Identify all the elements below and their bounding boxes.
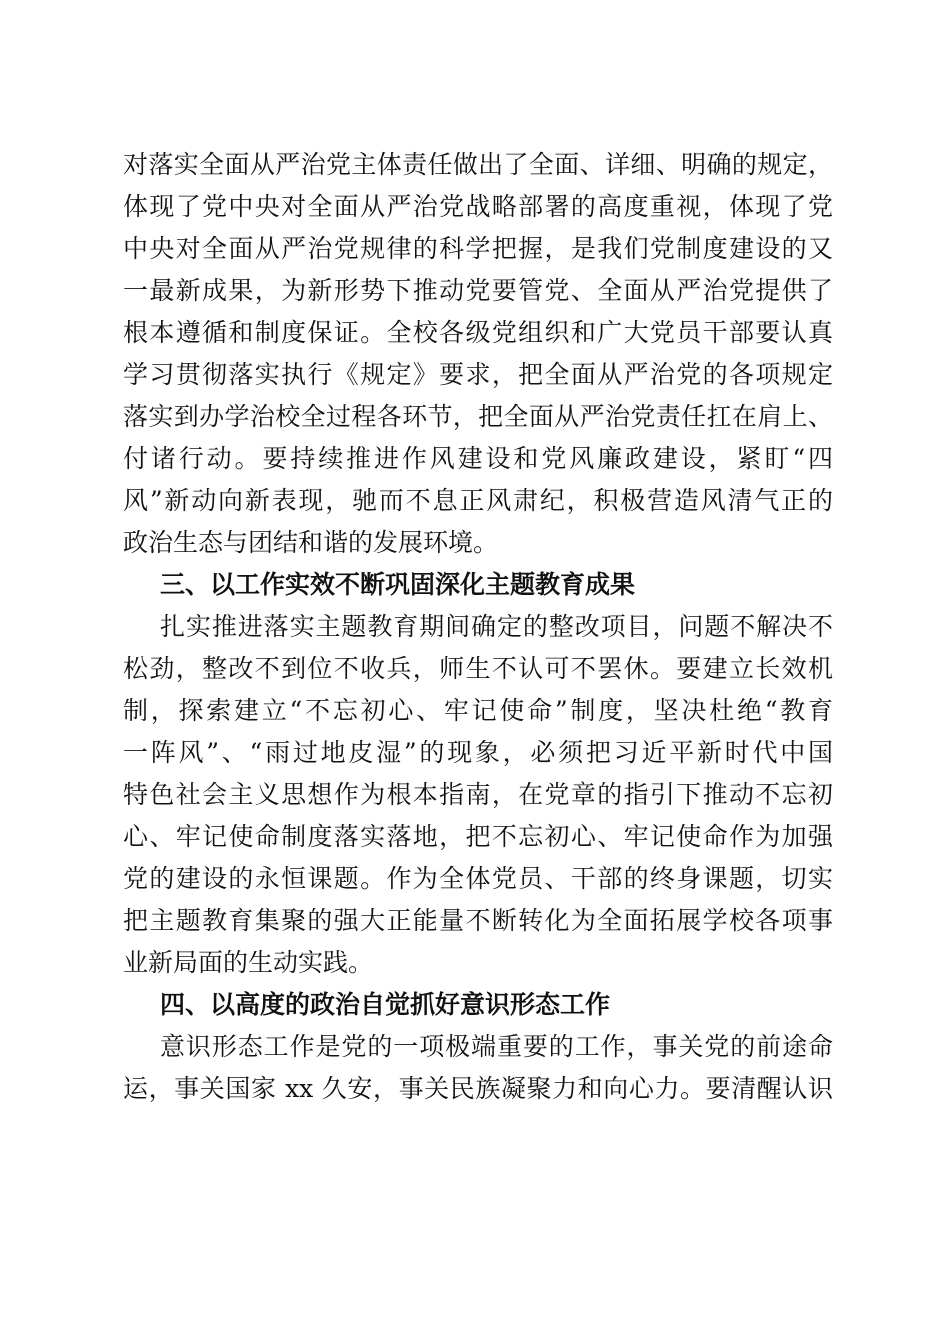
section-four-heading: 四、以高度的政治自觉抓好意识形态工作 bbox=[160, 990, 611, 1019]
text-line: 根本遵循和制度保证。全校各级党组织和广大党员干部要认真 bbox=[123, 318, 833, 347]
text-line: 心、牢记使命制度落实落地，把不忘初心、牢记使命作为加强 bbox=[123, 822, 833, 851]
text-line: 体现了党中央对全面从严治党战略部署的高度重视，体现了党 bbox=[123, 192, 833, 221]
text-line: 学习贯彻落实执行《规定》要求，把全面从严治党的各项规定 bbox=[123, 360, 833, 389]
text-line: 运，事关国家 xx 久安，事关民族凝聚力和向心力。要清醒认识 bbox=[123, 1074, 833, 1103]
text-line: 中央对全面从严治党规律的科学把握，是我们党制度建设的又 bbox=[123, 234, 833, 263]
text-line: 党的建设的永恒课题。作为全体党员、干部的终身课题，切实 bbox=[123, 864, 833, 893]
text-line: 松劲，整改不到位不收兵，师生不认可不罢休。要建立长效机 bbox=[123, 654, 833, 683]
section-three-heading: 三、以工作实效不断巩固深化主题教育成果 bbox=[160, 570, 636, 599]
text-line: 制，探索建立“不忘初心、牢记使命”制度，坚决杜绝“教育 bbox=[123, 696, 833, 725]
text-line: 意识形态工作是党的一项极端重要的工作，事关党的前途命 bbox=[160, 1032, 833, 1061]
text-line: 付诸行动。要持续推进作风建设和党风廉政建设，紧盯“四 bbox=[123, 444, 833, 473]
text-line: 把主题教育集聚的强大正能量不断转化为全面拓展学校各项事 bbox=[123, 906, 833, 935]
text-line: 业新局面的生动实践。 bbox=[123, 948, 374, 977]
text-line: 对落实全面从严治党主体责任做出了全面、详细、明确的规定， bbox=[123, 150, 833, 179]
text-line: 落实到办学治校全过程各环节，把全面从严治党责任扛在肩上、 bbox=[123, 402, 833, 431]
text-line: 特色社会主义思想作为根本指南，在党章的指引下推动不忘初 bbox=[123, 780, 833, 809]
text-line: 政治生态与团结和谐的发展环境。 bbox=[123, 528, 499, 557]
text-line: 风”新动向新表现，驰而不息正风肃纪，积极营造风清气正的 bbox=[123, 486, 833, 515]
text-line: 一阵风”、“雨过地皮湿”的现象，必须把习近平新时代中国 bbox=[123, 738, 833, 767]
text-line: 一最新成果，为新形势下推动党要管党、全面从严治党提供了 bbox=[123, 276, 833, 305]
text-line: 扎实推进落实主题教育期间确定的整改项目，问题不解决不 bbox=[160, 612, 833, 641]
